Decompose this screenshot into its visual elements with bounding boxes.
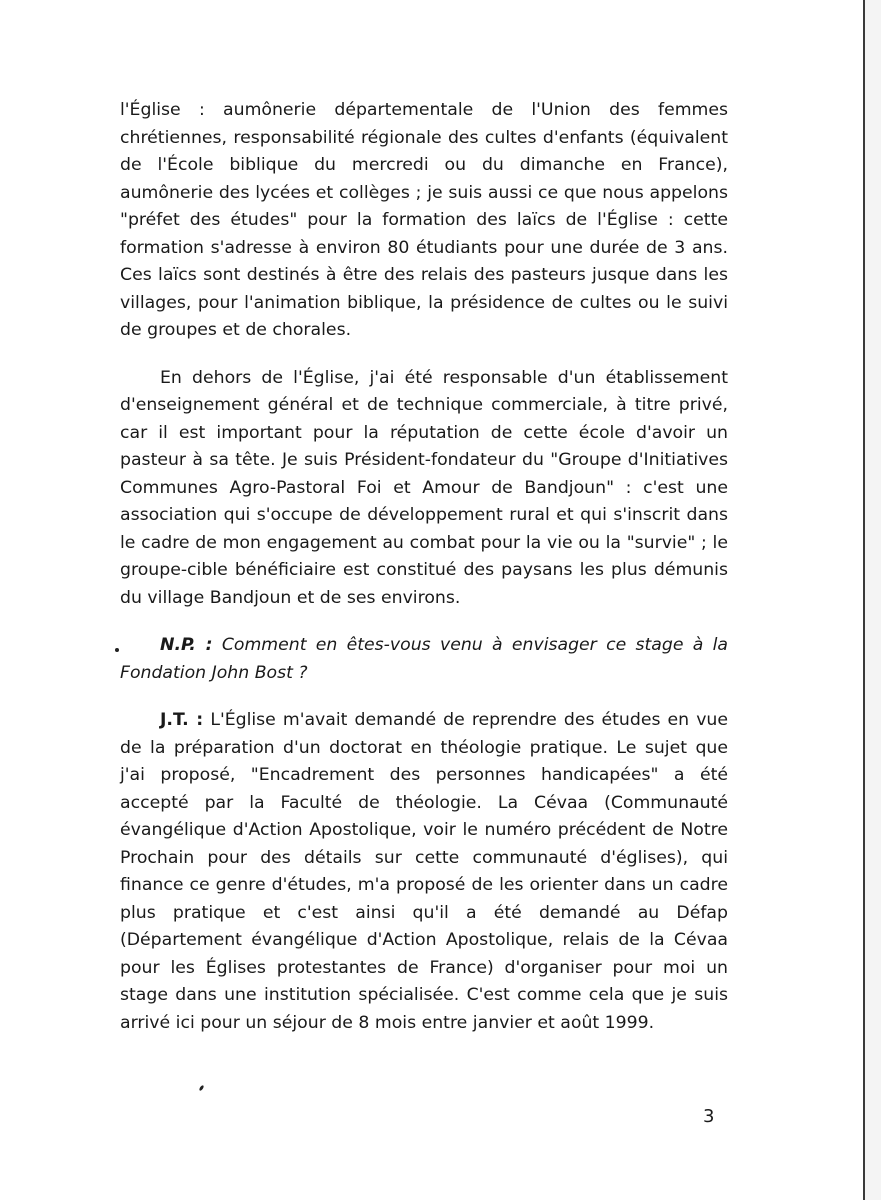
ink-dot [115, 648, 119, 652]
document-body [120, 97, 728, 1057]
page-edge [863, 0, 865, 1200]
page-edge-shadow [865, 0, 881, 1200]
answer-text: L'Église m'avait demandé de reprendre des études en vue de la préparation d'un doctorat en théologie pratique. Le sujet que j'ai proposé, "Encadrement des personnes handicapées" a été accepté par la Faculté de théologie. La Cévaa (Communauté évangélique d'Action Apostolique, voir le numéro précédent de Notre Prochain pour des détails sur cette communauté d'églises), qui finance ce genre d'études, m'a proposé de les orienter dans un cadre plus pratique et c'est ainsi qu'il a été demandé au Défap (Département évangélique d'Action Apostolique, relais de la Cévaa pour les Églises protestantes de France) d'organiser pour moi un stage dans une institution spécialisée. C'est comme cela que je suis arrivé ici pour un séjour de 8 mois entre janvier et août 1999. [120, 710, 729, 1033]
paragraph-church-roles: l'Église : aumônerie départementale de l'Union des femmes chrétiennes, responsabilité régionale des cultes d'enfants (équivalent de l'École biblique du mercredi ou du dimanche en France), aumônerie des lycées et collèges ; je suis aussi ce que nous appelons "préfet des études" pour la formation des laïcs de l'Église : cette formation s'adresse à environ 80 étudiants pour une durée de 3 ans. Ces laïcs sont destinés à être des relais des pasteurs jusque dans les villages, pour l'animation biblique, la présidence de cultes ou le suivi de groupes et de chorales. [120, 100, 728, 340]
interview-answer [120, 707, 728, 1037]
question-speaker: N.P. : [160, 635, 213, 655]
interview-question [120, 632, 728, 687]
ink-speck [199, 1085, 205, 1092]
page-number: 3 [703, 1106, 715, 1127]
paragraph-outside-church: En dehors de l'Église, j'ai été responsable d'un établissement d'enseignement général et de technique commerciale, à titre privé, car il est important pour la réputation de cette école d'avoir un pasteur à sa tête. Je suis Président-fondateur du "Groupe d'Initiatives Communes Agro-Pastoral Foi et Amour de Bandjoun" : c'est une association qui s'occupe de développement rural et qui s'inscrit dans le cadre de mon engagement au combat pour la vie ou la "survie" ; le groupe-cible bénéficiaire est constitué des paysans les plus démunis du village Bandjoun et de ses environs. [120, 367, 728, 608]
answer-speaker: J.T. : [160, 710, 204, 730]
question-text: Comment en êtes-vous venu à envisager ce stage à la Fondation John Bost ? [120, 635, 729, 683]
